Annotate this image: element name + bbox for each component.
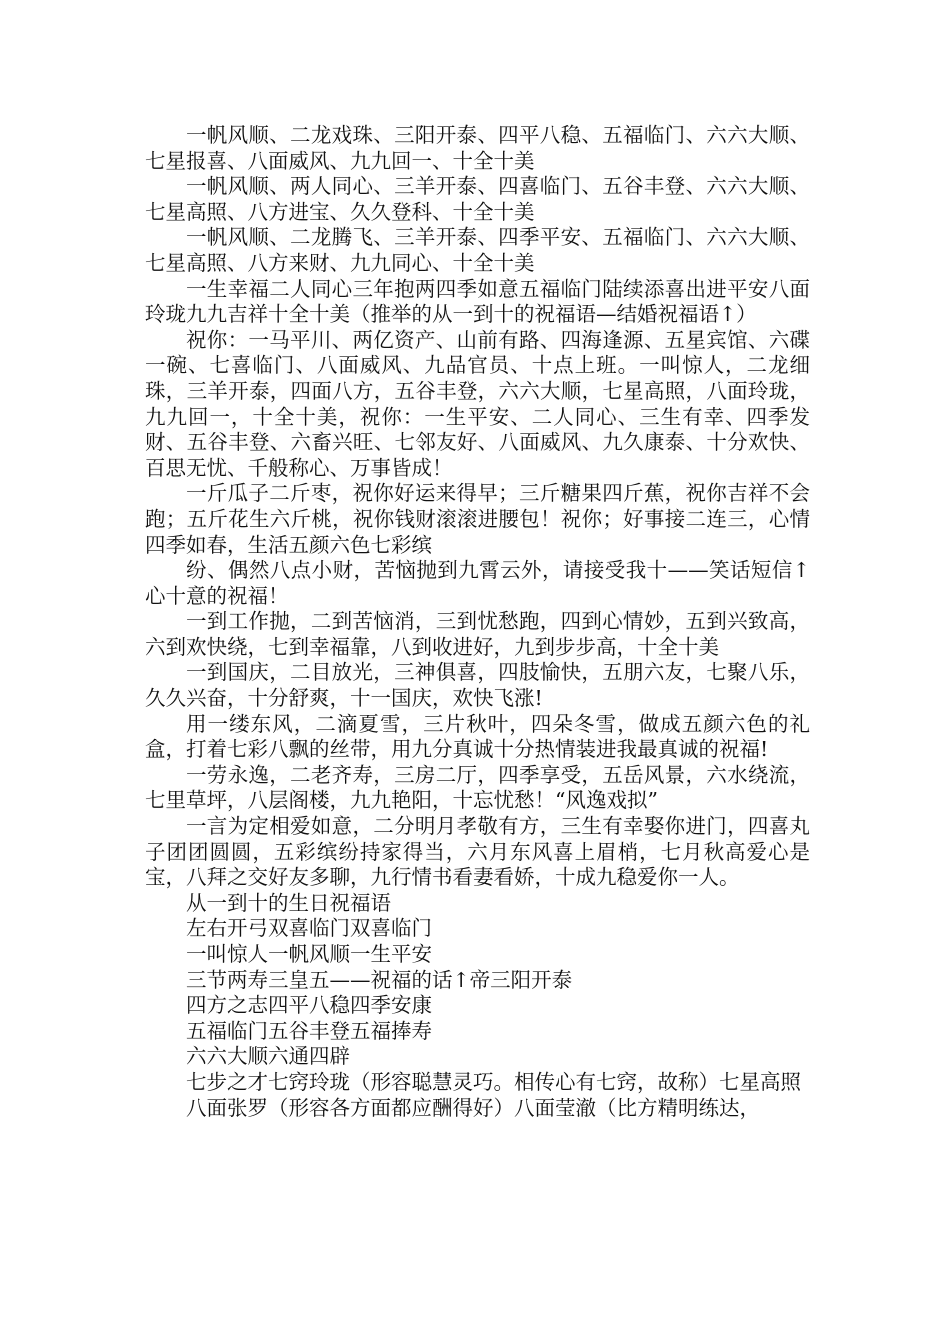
paragraph-16: 三节两寿三皇五——祝福的话↑帝三阳开泰 [186, 967, 573, 992]
paragraph-17: 四方之志四平八稳四季安康 [186, 993, 432, 1018]
document-body [145, 123, 810, 1121]
paragraph-8: 一到工作抛，二到苦恼消，三到忧愁跑，四到心情妙，五到兴致高，六到欢快绕，七到幸福靠，八到收进好，九到步步高，十全十美 [145, 609, 810, 659]
paragraph-7: 纷、偶然八点小财，苦恼抛到九霄云外，请接受我十——笑话短信↑心十意的祝福！ [145, 558, 810, 608]
paragraph-15: 一叫惊人一帆风顺一生平安 [186, 942, 432, 966]
paragraph-10: 用一缕东风，二滴夏雪，三片秋叶，四朵冬雪，做成五颜六色的礼盒，打着七彩八飘的丝带，用九分真诚十分热情装进我最真诚的祝福! [145, 711, 810, 762]
paragraph-14: 左右开弓双喜临门双喜临门 [186, 916, 432, 941]
paragraph-18: 五福临门五谷丰登五福捧寿 [186, 1018, 432, 1043]
paragraph-1: 一帆风顺、二龙戏珠、三阳开泰、四平八稳、五福临门、六六大顺、七星报喜、八面威风、九九回一、十全十美 [145, 123, 810, 173]
paragraph-9: 一到国庆，二目放光，三神俱喜，四肢愉快，五朋六友，七聚八乐，久久兴奋，十分舒爽，十一国庆，欢快飞涨! [145, 660, 810, 711]
paragraph-6: 一斤瓜子二斤枣，祝你好运来得早；三斤糖果四斤蕉，祝你吉祥不会跑；五斤花生六斤桃，祝你钱财滚滚进腰包！祝你；好事接二连三，心情四季如春，生活五颜六色七彩缤 [145, 481, 810, 557]
paragraph-3: 一帆风顺、二龙腾飞、三羊开泰、四季平安、五福临门、六六大顺、七星高照、八方来财、九九同心、十全十美 [145, 225, 810, 275]
paragraph-12: 一言为定相爱如意，二分明月孝敬有方，三生有幸娶你进门，四喜丸子团团圆圆，五彩缤纷持家得当，六月东风喜上眉梢，七月秋高爱心是宝，八拜之交好友多聊，九行情书看妻看娇，十成九稳爱你一人。 [145, 814, 810, 890]
paragraph-4: 一生幸福二人同心三年抱两四季如意五福临门陆续添喜出进平安八面玲珑九九吉祥十全十美（推举的从一到十的祝福语—结婚祝福语↑） [145, 276, 810, 327]
paragraph-19: 六六大顺六通四辟 [186, 1044, 350, 1069]
paragraph-21: 八面张罗（形容各方面都应酬得好）八面莹澈（比方精明练达， [186, 1095, 760, 1120]
paragraph-11: 一劳永逸，二老齐寿，三房二厅，四季享受，五岳风景，六水绕流，七里草坪，八层阁楼，九九艳阳，十忘忧愁！“风逸戏拟” [145, 762, 810, 813]
paragraph-2: 一帆风顺、两人同心、三羊开泰、四喜临门、五谷丰登、六六大顺、七星高照、八方进宝、久久登科、十全十美 [145, 174, 810, 224]
section-heading: 从一到十的生日祝福语 [186, 890, 391, 915]
paragraph-20: 七步之才七窍玲珑（形容聪慧灵巧。相传心有七窍，故称）七星高照 [186, 1069, 801, 1094]
paragraph-5: 祝你：一马平川、两亿资产、山前有路、四海逢源、五星宾馆、六碟一碗、七喜临门、八面威风、九品官员、十点上班。一叫惊人，二龙细珠，三羊开泰，四面八方，五谷丰登，六六大顺，七星高照，八面玲珑，九九回一，十全十美，祝你：一生平安、二人同心、三生有幸、四季发财、五谷丰登、六畜兴旺、七邻友好、八面威风、九久康泰、十分欢快、百思无忧、千般称心、万事皆成！ [145, 327, 810, 480]
